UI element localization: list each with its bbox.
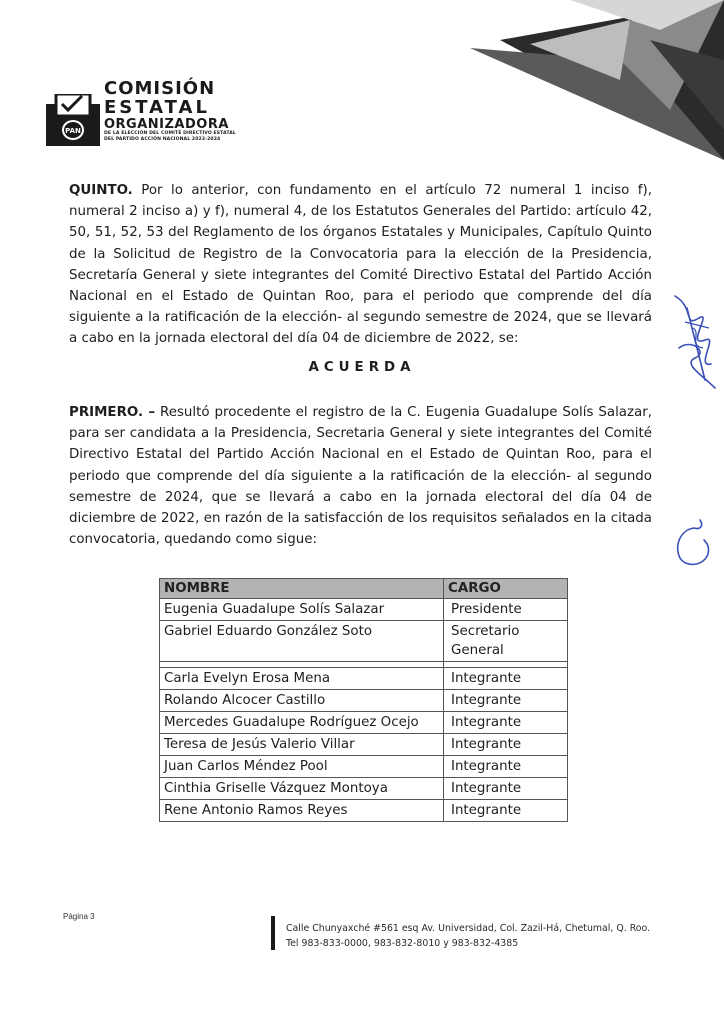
header-cargo: CARGO (444, 579, 568, 599)
member-cargo: Integrante (444, 756, 568, 778)
footer-address-line-2: Tel 983-833-0000, 983-832-8010 y 983-832-4385 (286, 938, 519, 949)
table-row (160, 800, 568, 822)
table-row (160, 734, 568, 756)
logo-line-4: DE LA ELECCIÓN DEL COMITÉ DIRECTIVO ESTATAL (104, 131, 236, 136)
member-name: Gabriel Eduardo González Soto (160, 621, 444, 662)
logo-line-5: DEL PARTIDO ACCIÓN NACIONAL 2022-2024 (104, 136, 221, 142)
commission-logo (46, 80, 246, 152)
footer-address (286, 921, 650, 951)
ballot-box-emblem-icon (46, 94, 102, 146)
footer-address-line-1: Calle Chunyaxché #561 esq Av. Universidad, Col. Zazil-Há, Chetumal, Q. Roo. (286, 923, 651, 934)
member-name: Eugenia Guadalupe Solís Salazar (160, 599, 444, 621)
handwritten-signature-mark (665, 288, 721, 398)
quinto-text: Por lo anterior, con fundamento en el artículo 72 numeral 1 inciso f), numeral 2 inciso a) y f), numeral 4, de los Estatutos Generales del Partido: artículo 42, 50, 51, 52, 53 del Reglamento de los órganos Estatales y Municipales, Capítulo Quinto de la Solicitud de Registro de la Convocatoria para la elección de la Presidencia, Secretaría General y siete integrantes del Comité Directivo Estatal del Partido Acción Nacional en el Estado de Quintan Roo, para el periodo que comprende del día siguiente a la ratificación de la elección- al segundo semestre de 2024, que se llevará a cabo en la jornada electoral del día 04 de diciembre de 2022, se: (69, 183, 652, 347)
logo-wordmark (104, 80, 236, 142)
primero-paragraph (69, 402, 652, 550)
primero-text: Resultó procedente el registro de la C. Eugenia Guadalupe Solís Salazar, para ser candidata a la Presidencia, Secretaria General y siete integrantes del Comité Directivo Estatal del Partido Acción Nacional en el Estado de Quintan Roo, para el periodo que comprende del día siguiente a la ratificación de la elección- al segundo semestre de 2024, que se llevará a cabo en la jornada electoral del día 04 de diciembre de 2022, en razón de la satisfacción de los requisitos señalados en la citada convocatoria, quedando como sigue: (69, 405, 652, 548)
svg-text:PAN: PAN (65, 127, 81, 135)
page-number: Página 3 (63, 912, 95, 921)
member-cargo: Presidente (444, 599, 568, 621)
member-cargo: Integrante (444, 734, 568, 756)
member-cargo: Integrante (444, 712, 568, 734)
table-row (160, 668, 568, 690)
member-name: Carla Evelyn Erosa Mena (160, 668, 444, 690)
table-row (160, 690, 568, 712)
table-row (160, 621, 568, 662)
table-row (160, 712, 568, 734)
members-table (159, 578, 568, 822)
member-cargo: Integrante (444, 690, 568, 712)
member-cargo: Integrante (444, 778, 568, 800)
table-row (160, 778, 568, 800)
table-row (160, 756, 568, 778)
header-nombre: NOMBRE (160, 579, 444, 599)
member-name: Mercedes Guadalupe Rodríguez Ocejo (160, 712, 444, 734)
acuerda-heading: ACUERDA (308, 360, 416, 375)
table-row (160, 599, 568, 621)
member-name: Rolando Alcocer Castillo (160, 690, 444, 712)
quinto-paragraph (69, 180, 652, 350)
footer-divider-bar (271, 916, 275, 950)
member-name: Juan Carlos Méndez Pool (160, 756, 444, 778)
member-cargo: Integrante (444, 668, 568, 690)
member-name: Cinthia Griselle Vázquez Montoya (160, 778, 444, 800)
logo-line-3: ORGANIZADORA (104, 117, 229, 132)
member-name: Teresa de Jesús Valerio Villar (160, 734, 444, 756)
logo-line-1: COMISIÓN (104, 78, 216, 99)
corner-geometric-decoration (470, 0, 724, 160)
logo-line-2: ESTATAL (104, 97, 210, 118)
primero-label: PRIMERO. – (69, 405, 156, 420)
member-name: Rene Antonio Ramos Reyes (160, 800, 444, 822)
handwritten-circle-mark (670, 516, 714, 570)
member-cargo: Integrante (444, 800, 568, 822)
member-cargo: Secretario General (444, 621, 568, 662)
quinto-label: QUINTO. (69, 183, 133, 198)
table-header-row (160, 579, 568, 599)
